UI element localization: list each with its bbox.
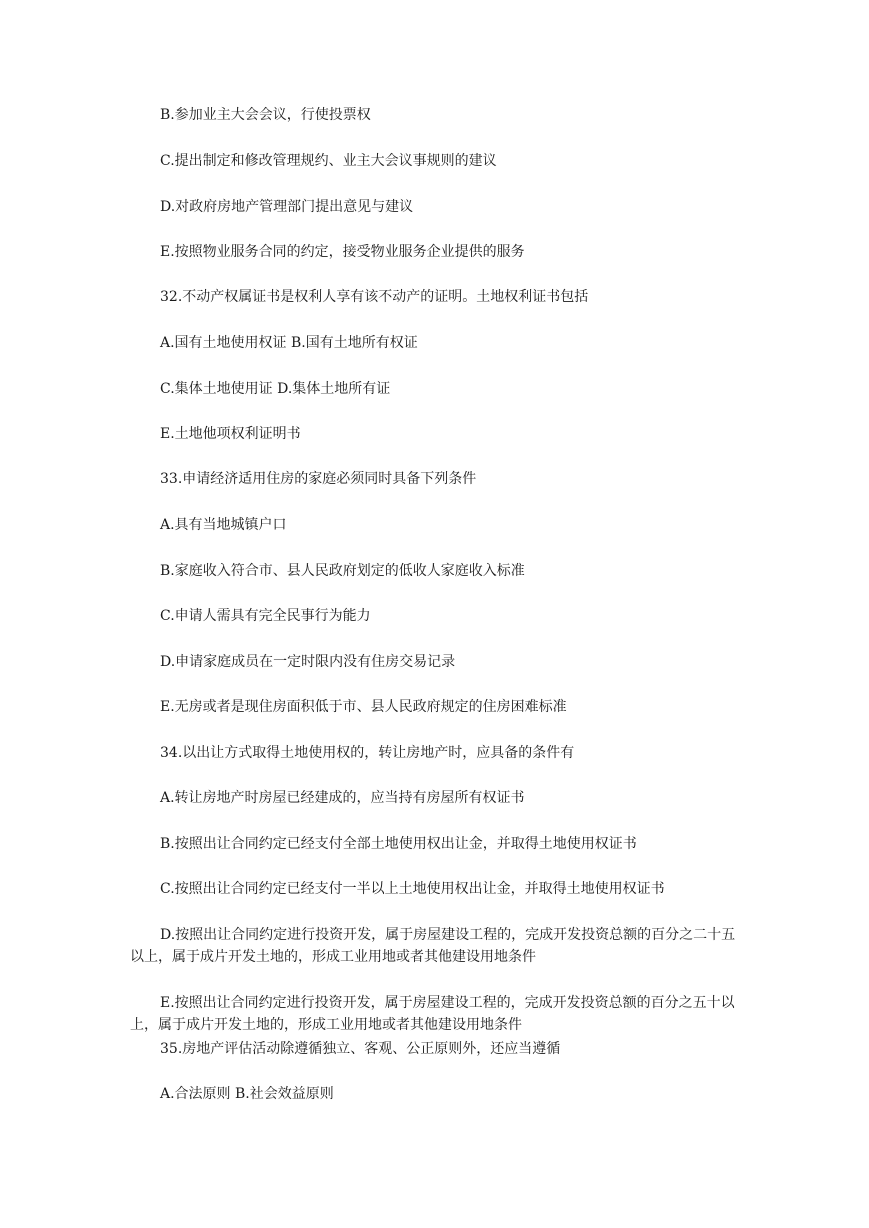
option-b-line: B.参加业主大会会议，行使投票权 <box>160 107 371 123</box>
question-35: 35.房地产评估活动除遵循独立、客观、公正原则外，还应当遵循 <box>160 1041 561 1057</box>
question-33-option-d: D.申请家庭成员在一定时限内没有住房交易记录 <box>160 654 456 670</box>
question-34-option-a: A.转让房地产时房屋已经建成的，应当持有房屋所有权证书 <box>160 790 525 806</box>
question-34: 34.以出让方式取得土地使用权的，转让房地产时，应具备的条件有 <box>160 745 575 761</box>
question-32-options-cd: C.集体土地使用证 D.集体土地所有证 <box>160 381 391 397</box>
question-34-option-d: D.按照出让合同约定进行投资开发，属于房屋建设工程的，完成开发投资总额的百分之二十五以上，属于成片开发土地的，形成工业用地或者其他建设用地条件 <box>130 927 736 965</box>
question-34-option-c: C.按照出让合同约定已经支付一半以上土地使用权出让金，并取得土地使用权证书 <box>160 881 665 897</box>
question-32-option-e: E.土地他项权利证明书 <box>160 426 301 442</box>
question-34-option-e: E.按照出让合同约定进行投资开发，属于房屋建设工程的，完成开发投资总额的百分之五十以上，属于成片开发土地的，形成工业用地或者其他建设用地条件 <box>130 995 735 1033</box>
question-33-option-b: B.家庭收入符合市、县人民政府划定的低收人家庭收入标准 <box>160 563 525 579</box>
question-32: 32.不动产权属证书是权利人享有该不动产的证明。土地权利证书包括 <box>160 289 589 305</box>
question-32-options-ab: A.国有土地使用权证 B.国有土地所有权证 <box>160 335 418 351</box>
question-35-options-ab: A.合法原则 B.社会效益原则 <box>160 1086 334 1102</box>
question-33-option-a: A.具有当地城镇户口 <box>160 517 287 533</box>
option-d-line: D.对政府房地产管理部门提出意见与建议 <box>160 199 414 215</box>
option-c-line: C.提出制定和修改管理规约、业主大会议事规则的建议 <box>160 153 497 169</box>
question-33: 33.申请经济适用住房的家庭必须同时具备下列条件 <box>160 471 477 487</box>
question-33-option-e: E.无房或者是现住房面积低于市、县人民政府规定的住房困难标准 <box>160 699 567 715</box>
question-34-option-b: B.按照出让合同约定已经支付全部土地使用权出让金，并取得土地使用权证书 <box>160 836 637 852</box>
option-e-line: E.按照物业服务合同的约定，接受物业服务企业提供的服务 <box>160 244 525 260</box>
question-33-option-c: C.申请人需具有完全民事行为能力 <box>160 608 371 624</box>
